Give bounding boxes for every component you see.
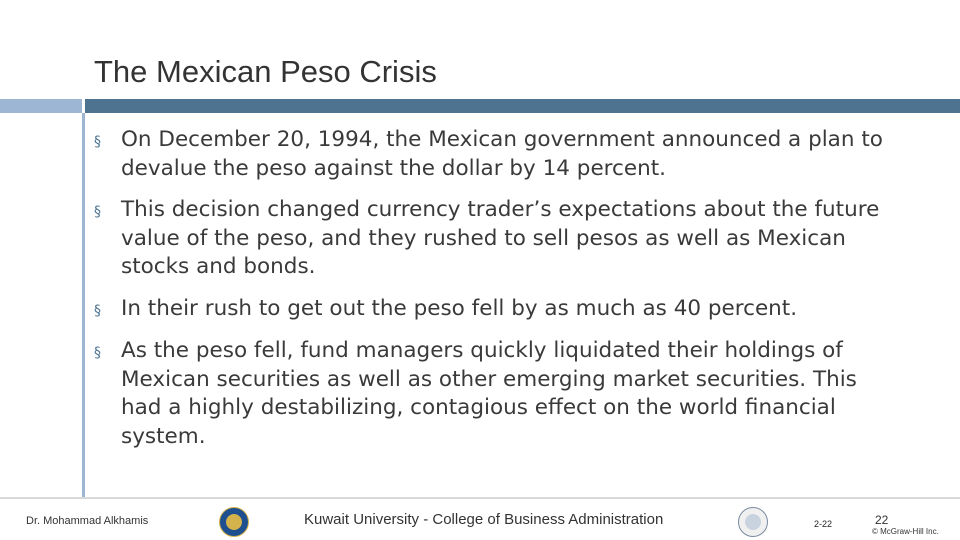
bullet-item	[94, 196, 894, 282]
university-seal-icon	[219, 507, 249, 537]
bullet-marker-icon: §	[94, 303, 101, 319]
footer-copyright: © McGraw-Hill Inc.	[872, 527, 939, 536]
bullet-item	[94, 337, 894, 451]
footer-divider	[0, 497, 960, 499]
footer-presenter: Dr. Mohammad Alkhamis	[26, 515, 149, 527]
seal-center	[745, 514, 761, 530]
slide-number: 22	[875, 513, 889, 527]
bullet-marker-icon: §	[94, 134, 101, 150]
bullet-text: In their rush to get out the peso fell by as much as 40 percent.	[121, 296, 798, 321]
bullet-text: As the peso fell, fund managers quickly liquidated their holdings of Mexican securities as well as other emerging market securities. This had a highly destabilizing, contagious effect on the world financial system.	[121, 338, 857, 449]
bullet-item	[94, 295, 894, 324]
bullet-text: On December 20, 1994, the Mexican government announced a plan to devalue the peso against the dollar by 14 percent.	[121, 127, 883, 181]
seal-center	[226, 514, 242, 530]
bullet-marker-icon: §	[94, 204, 101, 220]
title-rule-right	[85, 99, 960, 113]
footer-slide-ref: 2-22	[814, 519, 833, 529]
bullet-text: This decision changed currency trader’s expectations about the future value of the peso, and they rushed to sell pesos as well as Mexican stocks and bonds.	[121, 197, 880, 279]
footer-university: Kuwait University - College of Business Administration	[304, 511, 664, 528]
slide-title: The Mexican Peso Crisis	[94, 54, 437, 89]
content-vertical-rule	[82, 113, 85, 497]
accreditation-seal-icon	[738, 507, 768, 537]
title-rule-left	[0, 99, 82, 113]
bullet-item	[94, 126, 894, 183]
bullet-marker-icon: §	[94, 345, 101, 361]
